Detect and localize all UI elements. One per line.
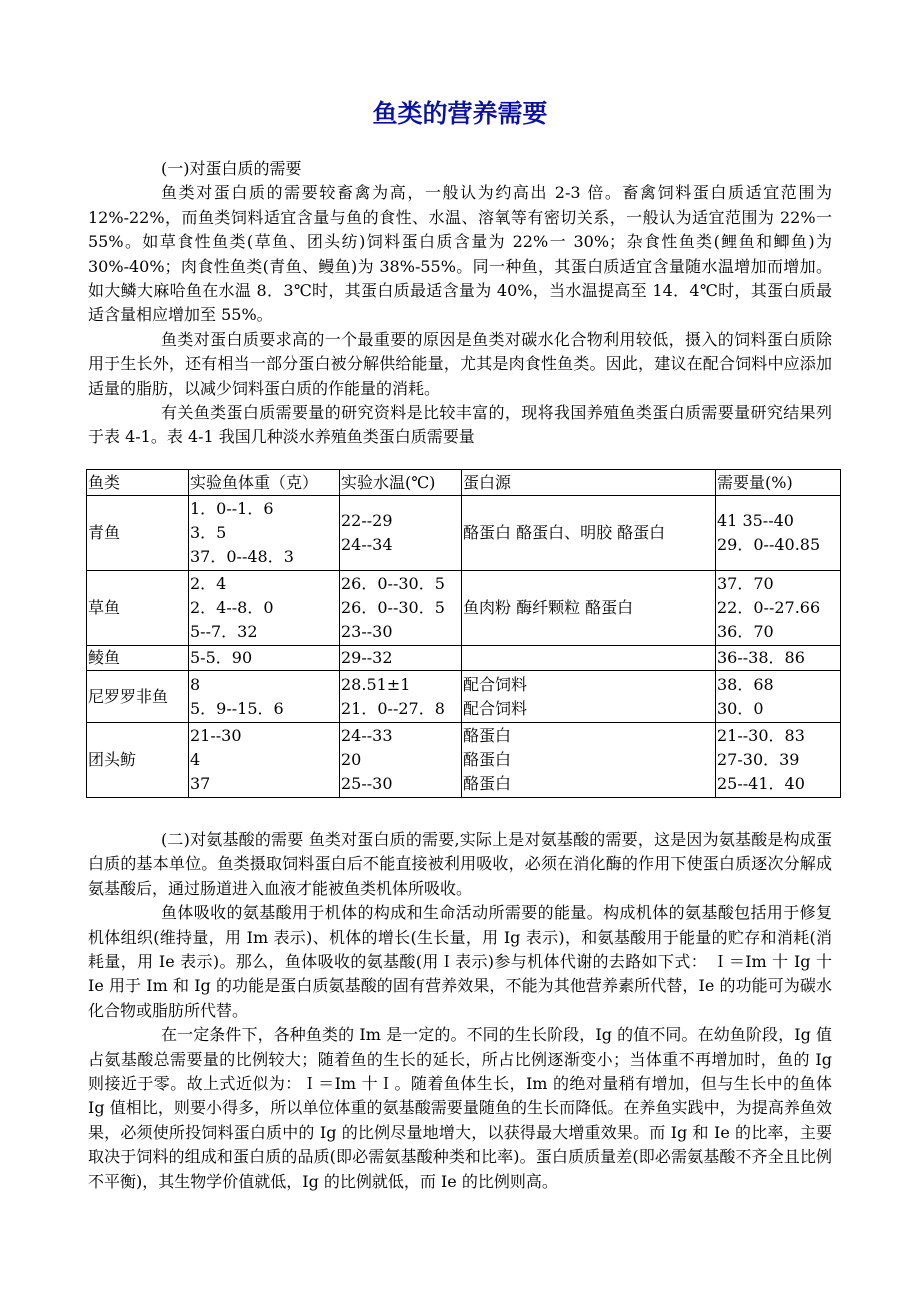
need-cell: 21--30．83 27-30．39 25--41．40: [716, 723, 841, 798]
temp-cell: 29--32: [340, 646, 462, 671]
header-cell: 蛋白源: [462, 470, 716, 496]
header-cell: 需要量(%): [716, 470, 841, 496]
weight-cell: 8 5．9--15．6: [189, 671, 340, 723]
need-cell: 36--38．86: [716, 646, 841, 671]
temp-cell: 24--33 20 25--30: [340, 723, 462, 798]
section-protein: [88, 157, 832, 450]
need-cell: 37．70 22．0--27.66 36．70: [716, 571, 841, 646]
section-heading: (一)对蛋白质的需要: [161, 159, 302, 178]
need-cell: 41 35--40 29．0--40.85: [716, 496, 841, 571]
header-cell: 鱼类: [87, 470, 189, 496]
weight-cell: 21--30 4 37: [189, 723, 340, 798]
section-amino-acids: [88, 828, 832, 1194]
table-row: [87, 671, 841, 723]
protein-requirement-table: [86, 469, 841, 798]
source-cell: [462, 646, 716, 671]
table-header-row: [87, 470, 841, 496]
page-title: 鱼类的营养需要: [372, 99, 548, 128]
weight-cell: 2．4 2．4--8．0 5--7．32: [189, 571, 340, 646]
header-cell: 实验水温(℃): [340, 470, 462, 496]
fish-cell: 鲮鱼: [87, 646, 189, 671]
paragraph: (二)对氨基酸的需要 鱼类对蛋白质的需要,实际上是对氨基酸的需要，这是因为氨基酸是构成蛋白质的基本单位。鱼类摄取饲料蛋白后不能直接被利用吸收，必须在消化酶的作用下使蛋白质逐次分解成氨基酸后，通过肠道进入血液才能被鱼类机体所吸收。: [88, 830, 832, 898]
temp-cell: 22--29 24--34: [340, 496, 462, 571]
paragraph: 鱼类对蛋白质要求高的一个最重要的原因是鱼类对碳水化合物利用较低，摄入的饲料蛋白质除用于生长外，还有相当一部分蛋白被分解供给能量，尤其是肉食性鱼类。因此，建议在配合饲料中应添加适量的脂肪，以减少饲料蛋白质的作能量的消耗。: [88, 329, 832, 398]
source-cell: 配合饲料 配合饲料: [462, 671, 716, 723]
table-row: [87, 723, 841, 798]
temp-cell: 28.51±1 21．0--27．8: [340, 671, 462, 723]
source-cell: 酪蛋白 酪蛋白 酪蛋白: [462, 723, 716, 798]
weight-cell: 1．0--1．6 3．5 37．0--48．3: [189, 496, 340, 571]
fish-cell: 尼罗罗非鱼: [87, 671, 189, 723]
paragraph: 在一定条件下，各种鱼类的 Im 是一定的。不同的生长阶段，Ig 的值不同。在幼鱼阶段，Ig 值占氨基酸总需要量的比例较大；随着鱼的生长的延长，所占比例逐渐变小；当体重不再增加时，鱼的 Ig 则接近于零。故上式近似为：Ｉ＝Im 十Ｉ。随着鱼体生长，Im 的绝对量稍有增加，但与生长中的鱼体 Ig 值相比，则要小得多，所以单位体重的氨基酸需要量随鱼的生长而降低。在养鱼实践中，为提高养鱼效果，必须使所投饲料蛋白质中的 Ig 的比例尽量地增大，以获得最大增重效果。而 Ig 和 Ie 的比率，主要取决于饲料的组成和蛋白质的品质(即必需氨基酸种类和比率)。蛋白质质量差(即必需氨基酸不齐全且比例不平衡)，其生物学价值就低，Ig 的比例就低，而 Ie 的比例则高。: [88, 1025, 832, 1191]
table-row: [87, 646, 841, 671]
source-cell: 酪蛋白 酪蛋白、明胶 酪蛋白: [462, 496, 716, 571]
header-cell: 实验鱼体重（克）: [189, 470, 340, 496]
table-row: [87, 496, 841, 571]
paragraph: 鱼体吸收的氨基酸用于机体的构成和生命活动所需要的能量。构成机体的氨基酸包括用于修复机体组织(维持量，用 Im 表示)、机体的增长(生长量，用 Ig 表示)，和氨基酸用于能量的贮存和消耗(消耗量，用 Ie 表示)。那么，鱼体吸收的氨基酸(用Ｉ表示)参与机体代谢的去路如下式： Ｉ＝Im 十 Ig 十 Ie 用于 Im 和 Ig 的功能是蛋白质氨基酸的固有营养效果，不能为其他营养素所代替，Ie 的功能可为碳水化合物或脂肪所代替。: [88, 903, 832, 1020]
fish-cell: 团头鲂: [87, 723, 189, 798]
temp-cell: 26．0--30．5 26．0--30．5 23--30: [340, 571, 462, 646]
paragraph: 有关鱼类蛋白质需要量的研究资料是比较丰富的，现将我国养殖鱼类蛋白质需要量研究结果列于表 4-1。表 4-1 我国几种淡水养殖鱼类蛋白质需要量: [88, 403, 832, 447]
weight-cell: 5-5．90: [189, 646, 340, 671]
paragraph: 鱼类对蛋白质的需要较畜禽为高，一般认为约高出 2-3 倍。畜禽饲料蛋白质适宜范围为 12%-22%，而鱼类饲料适宜含量与鱼的食性、水温、溶氧等有密切关系，一般认为适宜范围为 22%一 55%。如草食性鱼类(草鱼、团头纺)饲料蛋白质含量为 22%一 30%；杂食性鱼类(鲤鱼和鲫鱼)为 30%-40%；肉食性鱼类(青鱼、鳗鱼)为 38%-55%。同一种鱼，其蛋白质适宜含量随水温增加而增加。如大鳞大麻哈鱼在水温 8．3℃时，其蛋白质最适含量为 40%，当水温提高至 14．4℃时，其蛋白质最适含量相应增加至 55%。: [88, 183, 832, 325]
fish-cell: 草鱼: [87, 571, 189, 646]
table-row: [87, 571, 841, 646]
need-cell: 38．68 30．0: [716, 671, 841, 723]
fish-cell: 青鱼: [87, 496, 189, 571]
source-cell: 鱼肉粉 酶纤颗粒 酪蛋白: [462, 571, 716, 646]
